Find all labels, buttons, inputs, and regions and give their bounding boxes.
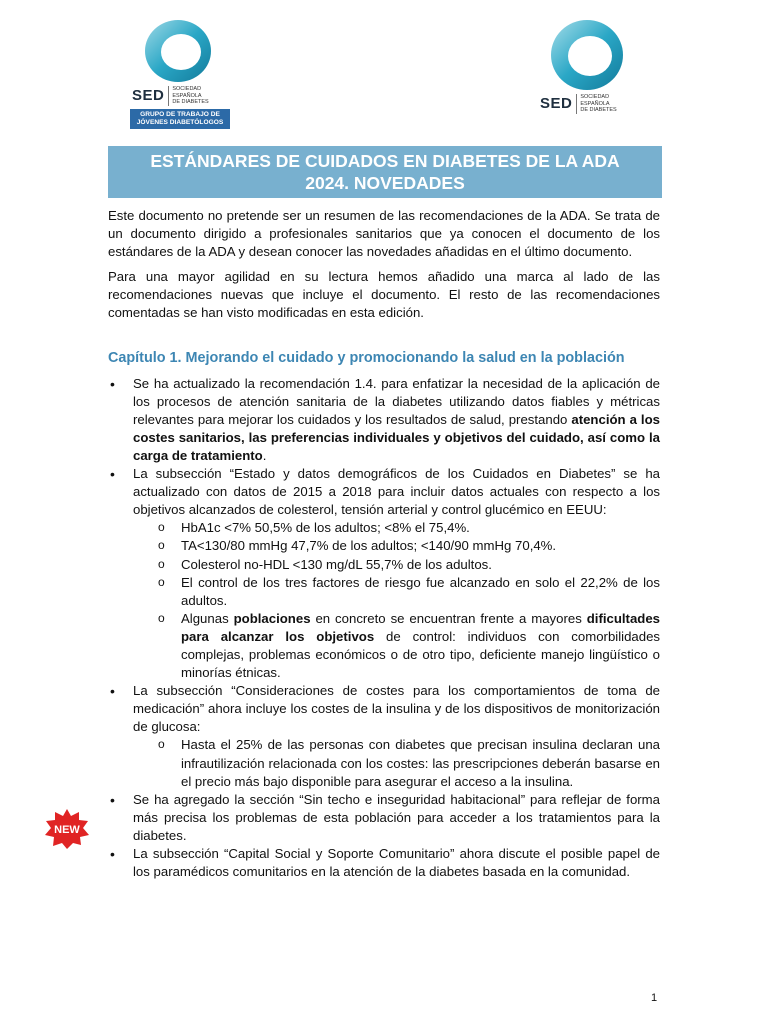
sub-list <box>133 519 660 682</box>
page-number: 1 <box>651 992 658 1004</box>
new-badge <box>44 808 90 850</box>
sed-subtitle: SOCIEDAD ESPAÑOLA DE DIABETES <box>168 86 230 106</box>
title-line-1: ESTÁNDARES DE CUIDADOS EN DIABETES DE LA ADA <box>150 151 620 171</box>
list-item-new: • Se ha agregado la sección “Sin techo e inseguridad habitacional” para reflejar de forma más precisa los problemas de esta población para acceder a los tratamientos para la diabetes. <box>108 791 660 845</box>
sub-list-item: o HbA1c <7% 50,5% de los adultos; <8% el 75,4%. <box>133 519 660 537</box>
chapter-1-heading: Capítulo 1. Mejorando el cuidado y promocionando la salud en la población <box>108 349 625 366</box>
intro-paragraph-1: Este documento no pretende ser un resumen de las recomendaciones de la ADA. Se trata de un documento dirigido a profesionales sanitarios que ya conocen el documento de los estándares de la ADA y desean conocer las novedades añadidas en el último documento. <box>108 208 660 260</box>
sub-list <box>133 736 660 790</box>
sub-list-item: o TA<130/80 mmHg 47,7% de los adultos; <140/90 mmHg 70,4%. <box>133 537 660 555</box>
sed-logo <box>540 16 630 120</box>
title-line-2: 2024. NOVEDADES <box>305 173 465 193</box>
sed-ring-icon-right <box>546 16 628 94</box>
starburst-icon <box>44 808 90 850</box>
sed-brand-right: SED <box>540 95 573 113</box>
sub-list-item: o Hasta el 25% de las personas con diabetes que precisan insulina declaran una infrautilización relacionada con los costes: las prescripciones deberán basarse en el precio más bajo disponible para asegurar el acceso a la insulina. <box>133 736 660 790</box>
sed-ring-icon <box>140 16 220 86</box>
sed-subtitle-right: SOCIEDAD ESPAÑOLA DE DIABETES <box>576 94 630 114</box>
group-label: GRUPO DE TRABAJO DE JÓVENES DIABETÓLOGOS <box>130 109 230 129</box>
list-item: • Se ha actualizado la recomendación 1.4. para enfatizar la necesidad de la aplicación de los procesos de atención sanitaria de la diabetes utilizando datos fiables y métricas relevantes para mejorar los cuidados y los resultados de salud, prestando atención a los costes sanitarios, las preferencias individuales y objetivos del cuidado, así como la carga de tratamiento. <box>108 375 660 465</box>
chapter-1-list <box>108 375 660 882</box>
document-body <box>108 207 660 881</box>
sed-brand: SED <box>132 87 165 105</box>
sed-jovenes-logo <box>130 16 230 124</box>
list-item: • La subsección “Consideraciones de costes para los comportamientos de toma de medicación” ahora incluye los costes de la insulina y de los dispositivos de monitorización de glucosa: o Hasta el 25% de las personas con diabetes que precisan insulina declaran una infrautilización relacionada con los costes: las prescripciones deberán basarse en el precio más bajo disponible para asegurar el acceso a la insulina. <box>108 682 660 791</box>
document-title <box>108 146 662 198</box>
sub-list-item: o Colesterol no-HDL <130 mg/dL 55,7% de los adultos. <box>133 556 660 574</box>
list-item: • La subsección “Capital Social y Soporte Comunitario” ahora discute el posible papel de los paramédicos comunitarios en la atención de la diabetes basada en la comunidad. <box>108 845 660 881</box>
sub-list-item: o El control de los tres factores de riesgo fue alcanzado en solo el 22,2% de los adultos. <box>133 574 660 610</box>
new-badge-label: NEW <box>54 824 80 836</box>
intro-paragraph-2: Para una mayor agilidad en su lectura hemos añadido una marca al lado de las recomendaciones nuevas que incluye el documento. El resto de las recomendaciones comentadas se han visto modificadas en esta edición. <box>108 269 660 321</box>
sub-list-item: o Algunas poblaciones en concreto se encuentran frente a mayores dificultades para alcanzar los objetivos de control: individuos con comorbilidades complejas, problemas económicos o de otro tipo, deficiente manejo lingüístico o minorías étnicas. <box>133 610 660 682</box>
list-item: • La subsección “Estado y datos demográficos de los Cuidados en Diabetes” se ha actualizado con datos de 2015 a 2018 para incluir datos actuales con respecto a los objetivos alcanzados de colesterol, tensión arterial y control glucémico en EEUU: o HbA1c <7% 50,5% de los adultos; <8% el 75,4%. o TA<130/80 mmHg 47,7% de los adultos; <140/90 mmHg 70,4%. o Colesterol no-HDL <130 mg/dL 55,7% de los adultos. o El control de los tres factores de riesgo fue alcanzado en solo el 22,2% de los adultos. o Algunas poblaciones en concreto se encuentran frente a mayores dificultades para alcanzar los objetivos de control: individuos con comorbilidades complejas, problemas económicos o de otro tipo, deficiente manejo lingüístico o minorías étnicas. <box>108 465 660 682</box>
